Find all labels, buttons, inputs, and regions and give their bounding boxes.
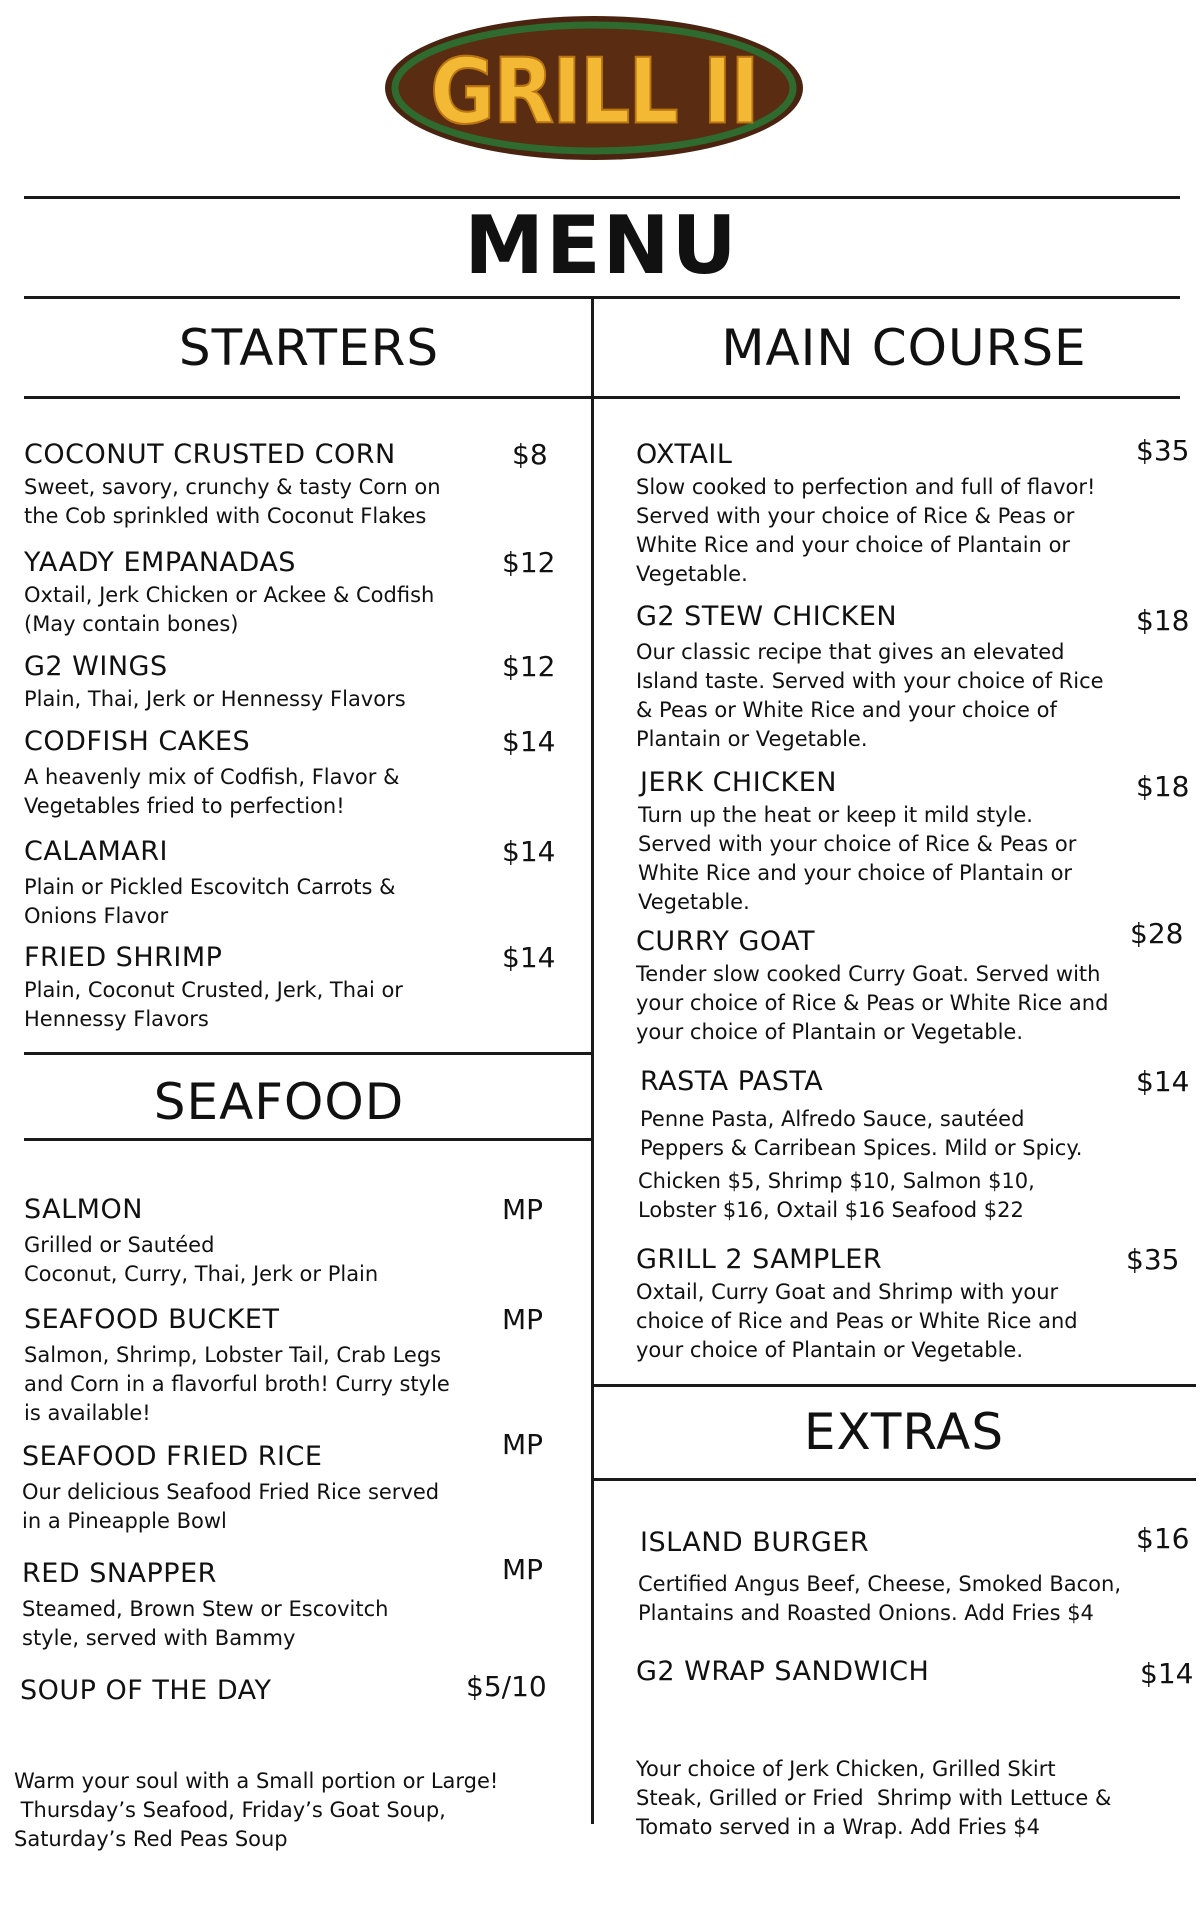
menu-item-curry-goat xyxy=(636,917,1186,1047)
item-price: $18 xyxy=(1136,770,1190,803)
logo-text: GRILL II xyxy=(430,39,758,145)
item-price: $12 xyxy=(502,650,556,683)
item-description: Oxtail, Jerk Chicken or Ackee & Codfish (May contain bones) xyxy=(24,583,435,636)
item-description: Slow cooked to perfection and full of flavor! Served with your choice of Rice & Peas or White Rice and your choice of Plantain or Vegetable. xyxy=(636,475,1096,586)
item-price: $28 xyxy=(1130,917,1184,950)
item-name: SALMON xyxy=(24,1194,143,1225)
item-description: Certified Angus Beef, Cheese, Smoked Bacon, Plantains and Roasted Onions. Add Fries $4 xyxy=(638,1572,1122,1625)
item-name: G2 STEW CHICKEN xyxy=(636,601,898,632)
menu-item-soup-of-the-day xyxy=(14,1670,554,1912)
menu-item-g2-wings xyxy=(24,650,556,714)
item-description: Turn up the heat or keep it mild style. Served with your choice of Rice & Peas or White Rice and your choice of Plantain or Vegetable. xyxy=(638,803,1077,914)
menu-item-oxtail xyxy=(636,434,1190,589)
extras-title: EXTRAS xyxy=(803,1403,1005,1461)
menu-item-grill-2-sampler xyxy=(636,1243,1186,1365)
starters-title: STARTERS xyxy=(178,319,440,377)
item-name: ISLAND BURGER xyxy=(640,1527,870,1558)
item-price: MP xyxy=(502,1303,544,1336)
item-name: JERK CHICKEN xyxy=(640,767,838,798)
menu-item-yaady-empanadas xyxy=(24,546,556,639)
item-price: MP xyxy=(502,1428,544,1461)
item-price: $14 xyxy=(502,835,556,868)
item-name: RED SNAPPER xyxy=(22,1558,217,1589)
rule-below-seafood xyxy=(24,1138,592,1141)
rule-above-extras xyxy=(592,1384,1196,1387)
menu-item-seafood-bucket xyxy=(24,1303,546,1428)
item-name: CALAMARI xyxy=(24,836,168,867)
item-description: Tender slow cooked Curry Goat. Served with your choice of Rice & Peas or White Rice and your choice of Plantain or Vegetable. xyxy=(636,962,1109,1044)
item-price: $14 xyxy=(1136,1065,1190,1098)
menu-title: MENU xyxy=(464,199,739,292)
menu-item-codfish-cakes xyxy=(24,725,556,821)
item-description: Oxtail, Curry Goat and Shrimp with your choice of Rice and Peas or White Rice and your choice of Plantain or Vegetable. xyxy=(636,1280,1078,1362)
grill-ii-logo xyxy=(383,14,805,162)
item-price: MP xyxy=(502,1553,544,1586)
rule-above-seafood xyxy=(24,1052,592,1055)
item-name: YAADY EMPANADAS xyxy=(24,547,296,578)
item-price: $14 xyxy=(1140,1657,1194,1690)
item-name: RASTA PASTA xyxy=(640,1066,824,1097)
seafood-title: SEAFOOD xyxy=(153,1073,405,1131)
item-description: Our delicious Seafood Fried Rice served in a Pineapple Bowl xyxy=(22,1480,440,1533)
menu-item-g2-wrap-sandwich xyxy=(636,1655,1194,1900)
menu-item-salmon xyxy=(24,1193,546,1289)
item-name: G2 WRAP SANDWICH xyxy=(636,1656,930,1687)
rule-below-main-course xyxy=(592,396,1180,399)
item-price: $14 xyxy=(502,941,556,974)
item-name: FRIED SHRIMP xyxy=(24,942,223,973)
menu-item-jerk-chicken xyxy=(638,766,1190,917)
item-price: $18 xyxy=(1136,604,1190,637)
item-description: Plain or Pickled Escovitch Carrots & Onions Flavor xyxy=(24,875,396,928)
item-price: $14 xyxy=(502,725,556,758)
menu-item-fried-shrimp xyxy=(24,941,556,1034)
item-add-ons: Chicken $5, Shrimp $10, Salmon $10, Lobster $16, Oxtail $16 Seafood $22 xyxy=(638,1169,1035,1222)
item-price: $8 xyxy=(512,438,548,471)
item-price: $16 xyxy=(1136,1522,1190,1555)
item-description: A heavenly mix of Codfish, Flavor & Vegetables fried to perfection! xyxy=(24,765,400,818)
item-price: $35 xyxy=(1136,434,1190,467)
item-price: $35 xyxy=(1126,1243,1180,1276)
item-name: OXTAIL xyxy=(636,439,733,470)
item-price: $12 xyxy=(502,546,556,579)
column-divider xyxy=(591,296,594,1824)
item-name: GRILL 2 SAMPLER xyxy=(636,1244,883,1275)
item-description: Steamed, Brown Stew or Escovitch style, served with Bammy xyxy=(22,1597,389,1650)
menu-item-rasta-pasta xyxy=(638,1065,1190,1225)
menu-item-g2-stew-chicken xyxy=(636,600,1190,754)
item-description: Plain, Thai, Jerk or Hennessy Flavors xyxy=(24,687,406,711)
main-course-title: MAIN COURSE xyxy=(721,319,1087,377)
rule-below-starters xyxy=(24,396,592,399)
item-name: G2 WINGS xyxy=(24,651,168,682)
menu-item-calamari xyxy=(24,835,556,931)
item-description: Grilled or Sautéed Coconut, Curry, Thai, Jerk or Plain xyxy=(24,1233,379,1286)
rule-below-menu xyxy=(24,296,1180,299)
menu-item-red-snapper xyxy=(22,1553,546,1653)
item-name: SEAFOOD BUCKET xyxy=(24,1304,280,1335)
menu-item-coconut-crusted-corn xyxy=(24,438,546,531)
item-price: $5/10 xyxy=(466,1670,547,1703)
item-description: Our classic recipe that gives an elevated Island taste. Served with your choice of Rice & Peas or White Rice and your choice of Plantain or Vegetable. xyxy=(636,640,1104,751)
item-description: Your choice of Jerk Chicken, Grilled Skirt Steak, Grilled or Fried Shrimp with Lettuce & Tomato served in a Wrap. Add Fries $4 xyxy=(636,1757,1112,1839)
item-price: MP xyxy=(502,1193,544,1226)
item-description: Sweet, savory, crunchy & tasty Corn on the Cob sprinkled with Coconut Flakes xyxy=(24,475,441,528)
item-name: SOUP OF THE DAY xyxy=(20,1675,272,1706)
item-description: Warm your soul with a Small portion or Large! Thursday’s Seafood, Friday’s Goat Soup, Saturday’s Red Peas Soup xyxy=(14,1769,499,1851)
item-name: CODFISH CAKES xyxy=(24,726,251,757)
item-name: COCONUT CRUSTED CORN xyxy=(24,439,396,470)
item-description: Penne Pasta, Alfredo Sauce, sautéed Peppers & Carribean Spices. Mild or Spicy. xyxy=(640,1107,1083,1160)
rule-below-extras xyxy=(592,1478,1196,1481)
item-description: Plain, Coconut Crusted, Jerk, Thai or Hennessy Flavors xyxy=(24,978,403,1031)
menu-item-seafood-fried-rice xyxy=(22,1428,546,1536)
item-description: Salmon, Shrimp, Lobster Tail, Crab Legs and Corn in a flavorful broth! Curry style is available! xyxy=(24,1343,450,1425)
item-name: CURRY GOAT xyxy=(636,926,816,957)
menu-item-island-burger xyxy=(638,1522,1190,1628)
item-name: SEAFOOD FRIED RICE xyxy=(22,1441,323,1472)
